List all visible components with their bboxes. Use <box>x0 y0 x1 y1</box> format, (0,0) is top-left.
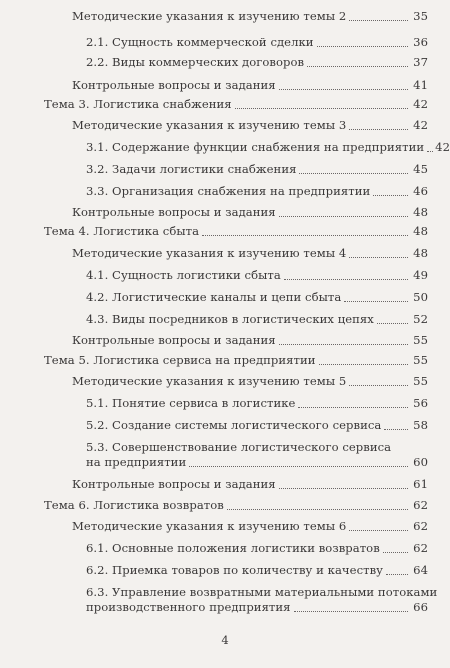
toc-entry-page: 56 <box>413 396 428 410</box>
toc-entry <box>86 35 428 50</box>
toc-entry-page: 37 <box>413 55 428 69</box>
toc-entry-title: 4.2. Логистические каналы и цепи сбыта <box>86 290 342 304</box>
toc-entry-page: 62 <box>413 519 428 533</box>
toc-entry-title: 6.3. Управление возвратными материальными потоками <box>86 585 438 599</box>
dot-leader <box>386 574 408 575</box>
toc-entry-title: Методические указания к изучению темы 5 <box>72 374 347 388</box>
toc-entry-title: 4.3. Виды посредников в логистических цепях <box>86 312 374 326</box>
toc-entry-title: Методические указания к изучению темы 6 <box>72 519 347 533</box>
toc-entry <box>72 205 428 220</box>
toc-entry-page: 49 <box>413 268 428 282</box>
dot-leader <box>279 216 408 217</box>
toc-entry <box>44 97 428 112</box>
dot-leader <box>279 89 408 90</box>
toc-entry-page: 64 <box>413 563 428 577</box>
dot-leader <box>279 488 408 489</box>
dot-leader <box>427 151 433 152</box>
toc-entry <box>86 563 428 578</box>
toc-entry-title: Методические указания к изучению темы 3 <box>72 118 347 132</box>
toc-entry-title: 3.2. Задачи логистики снабжения <box>86 162 297 176</box>
dot-leader <box>317 46 408 47</box>
toc-entry <box>86 312 428 327</box>
toc-entry <box>86 184 428 199</box>
toc-entry-page: 52 <box>413 312 428 326</box>
toc-entry-title: 5.3. Совершенствование логистического сервиса <box>86 440 392 454</box>
toc-entry <box>72 374 428 389</box>
dot-leader <box>299 173 408 174</box>
toc-entry-page: 55 <box>413 333 428 347</box>
toc-entry-title: Контрольные вопросы и задания <box>72 78 276 92</box>
toc-entry-page: 55 <box>413 353 428 367</box>
toc-entry-title: Тема 4. Логистика сбыта <box>44 224 200 238</box>
toc-entry-page: 35 <box>413 9 428 23</box>
toc-entry-page: 58 <box>413 418 428 432</box>
toc-entry <box>44 498 428 513</box>
toc-entry-title-continued: на предприятии <box>86 455 187 469</box>
toc-entry-title: 6.1. Основные положения логистики возвратов <box>86 541 380 555</box>
toc-entry-title: Тема 3. Логистика снабжения <box>44 97 232 111</box>
toc-entry <box>86 440 428 470</box>
toc-entry <box>86 55 428 70</box>
toc-entry-title: Контрольные вопросы и задания <box>72 205 276 219</box>
toc-entry-title: Тема 6. Логистика возвратов <box>44 498 224 512</box>
dot-leader <box>227 509 408 510</box>
toc-entry-title: 3.1. Содержание функции снабжения на предприятии <box>86 140 425 154</box>
toc-entry-page: 55 <box>413 374 428 388</box>
toc-entry-page: 41 <box>413 78 428 92</box>
toc-entry <box>86 290 428 305</box>
dot-leader <box>377 323 408 324</box>
toc-entry-title: 5.1. Понятие сервиса в логистике <box>86 396 296 410</box>
dot-leader <box>344 301 408 302</box>
toc-entry <box>86 418 428 433</box>
dot-leader <box>383 552 408 553</box>
toc-entry <box>72 118 428 133</box>
toc-entry-page: 36 <box>413 35 428 49</box>
toc-entry <box>72 9 428 24</box>
toc-entry-title: Контрольные вопросы и задания <box>72 333 276 347</box>
toc-entry-page: 66 <box>413 600 428 614</box>
dot-leader <box>349 530 408 531</box>
dot-leader <box>307 66 408 67</box>
dot-leader <box>298 407 408 408</box>
toc-entry <box>86 268 428 283</box>
toc-entry-title-continued: производственного предприятия <box>86 600 291 614</box>
toc-entry-page: 48 <box>413 246 428 260</box>
toc-entry <box>86 140 450 155</box>
toc-entry <box>86 585 438 615</box>
dot-leader <box>319 364 408 365</box>
toc-entry <box>44 353 428 368</box>
toc-entry <box>44 224 428 239</box>
toc-entry <box>86 541 428 556</box>
toc-entry <box>86 396 428 411</box>
toc-entry-title: 2.1. Сущность коммерческой сделки <box>86 35 314 49</box>
dot-leader <box>284 279 408 280</box>
dot-leader <box>384 429 408 430</box>
toc-entry-page: 61 <box>413 477 428 491</box>
toc-entry <box>72 519 428 534</box>
toc-entry-title: Методические указания к изучению темы 4 <box>72 246 347 260</box>
toc-entry-title: 2.2. Виды коммерческих договоров <box>86 55 305 69</box>
dot-leader <box>349 385 408 386</box>
toc-entry-page: 60 <box>413 455 428 469</box>
dot-leader <box>279 344 408 345</box>
dot-leader <box>349 129 408 130</box>
toc-entry-page: 42 <box>413 97 428 111</box>
dot-leader <box>202 235 408 236</box>
toc-entry-title: Методические указания к изучению темы 2 <box>72 9 347 23</box>
toc-entry-page: 62 <box>413 541 428 555</box>
dot-leader <box>349 20 408 21</box>
toc-entry-page: 50 <box>413 290 428 304</box>
toc-entry-page: 48 <box>413 205 428 219</box>
toc-entry <box>86 162 428 177</box>
toc-entry-title: 3.3. Организация снабжения на предприятии <box>86 184 371 198</box>
toc-entry <box>72 78 428 93</box>
toc-entry-page: 48 <box>413 224 428 238</box>
toc-entry-title: 5.2. Создание системы логистического сервиса <box>86 418 382 432</box>
dot-leader <box>349 257 408 258</box>
toc-entry-page: 46 <box>413 184 428 198</box>
toc-entry-page: 42 <box>413 118 428 132</box>
toc-entry-page: 62 <box>413 498 428 512</box>
toc-entry <box>72 333 428 348</box>
dot-leader <box>294 611 408 612</box>
dot-leader <box>373 195 408 196</box>
toc-entry-page: 42 <box>435 140 450 154</box>
toc-entry <box>72 477 428 492</box>
toc-entry-page: 45 <box>413 162 428 176</box>
dot-leader <box>189 466 408 467</box>
toc-entry <box>72 246 428 261</box>
dot-leader <box>235 108 408 109</box>
toc-entry-title: Тема 5. Логистика сервиса на предприятии <box>44 353 316 367</box>
toc-entry-title: 6.2. Приемка товаров по количеству и качеству <box>86 563 384 577</box>
toc-entry-title: 4.1. Сущность логистики сбыта <box>86 268 281 282</box>
toc-entry-title: Контрольные вопросы и задания <box>72 477 276 491</box>
page-number: 4 <box>221 633 229 647</box>
